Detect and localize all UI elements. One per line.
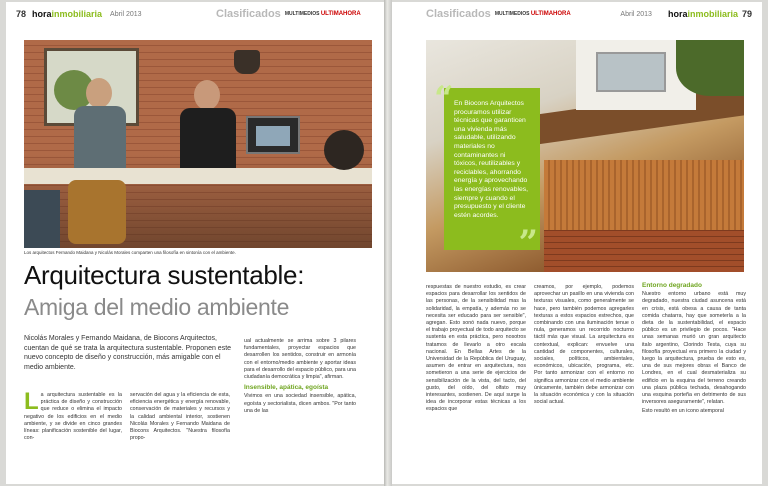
- photo-caption: Los arquitectos Fernando Maidana y Nicolás Morales comparten una filosofía en sintonía con el ambiente.: [24, 250, 236, 255]
- article-subtitle: Amiga del medio ambiente: [24, 294, 290, 320]
- edition-date: Abril 2013: [620, 10, 652, 18]
- right-page: [392, 2, 762, 484]
- page-number: 78: [16, 9, 27, 19]
- person-head-shape: [194, 80, 220, 110]
- body-column-3: ual actualmente se arrima sobre 3 pilares fundamentales, proyectar espacios que desarrollen los sentidos, construir en armonía con el entorno/medio ambiente y aportar ideas para el desarrollo del espacio público, para una ciudadanía democrática y limpia", afirman. Insensible, apática, egoísta Vivimos en una sociedad insensible, apática, egoísta y sectorialista, dicen ambos. "Por tanto una de las: [244, 338, 356, 414]
- body-column-2: servación del agua y la eficiencia de esta, eficiencia energética y energía renovable, conservación de materiales y recursos y la calidad ambiental interior, sostienen Nicolás Morales y Fernando Maidana de Biocons Arquitectos. "Nuestra filosofía propo-: [130, 392, 230, 442]
- pull-quote: “ En Biocons Arquitectos procuramos utilizar técnicas que garanticen una vivienda más saludable, utilizando materiales no contaminantes ni tóxicos, reutilizables y reciclables, ahorrando energía y aprovechando las energías renovables, siempre y cuando el presupuesto y el cliente estén acordes. ”: [434, 79, 538, 263]
- wood-facade-shape: [544, 160, 744, 230]
- right-header-left: [426, 7, 571, 21]
- subheading: Insensible, apática, egoísta: [244, 384, 329, 392]
- body-column-1: L a arquitectura sustentable es la práctica de diseño y construcción que reduce o elimina el impacto negativo de los edificios en el medio ambiente, y se divide en cinco grandes líneas: planificación sostenible del lugar, con-: [24, 388, 122, 442]
- body-column-3: Entorno degradado Nuestro entorno urbano está muy degradado, nuestra ciudad asuncena está en crisis, está obesa a causa de tanta comida chatarra, hay que someterla a la dieta de la sustentabilidad, el espacio público es un privilegio de pocos. "Hace unas semanas murió un gran arquitecto italo argentino, Clorindo Testa, cuya su filosofía proyectual era primero la ciudad y luego la arquitectura, prueba de esto es, una de sus mejores obras el Banco de Londres, en el cual desmaterializa su edificio en la esquina del terreno creando una plaza pública techada, desahogando una esquina porteña en detrimento de sus inversores asegurarnente", relatan. Esto resultó en un icono atemporal: [642, 282, 746, 415]
- drop-cap: L: [24, 388, 39, 415]
- section-name: Clasificados: [216, 8, 281, 20]
- left-header-right: [216, 7, 361, 21]
- section-name: Clasificados: [426, 8, 491, 20]
- body-column-2: creamos, por ejemplo, podemos aprovechar un pasillo en una vivienda con texturas visuales, como generalmente se hace, pero también podemos agregarles texturas a estos espacios estrechos, que combinando con una iluminación tenue o nula, generamos un recorrido nocturno táctil más que visual. La arquitectura es contextual, explican: envuelve una cantidad de componentes, culturales, sociales, políticos, ambientales, económicos, ubicación, programa, etc. Por tanto armonizar con el entorno no significa armonizar con el medio ambiente únicamente, también debe armonizar con la situación económica y con la situación social actual.: [534, 284, 634, 406]
- page-number: 79: [741, 9, 752, 19]
- edition-date: Abril 2013: [110, 10, 142, 18]
- pot-shape: [324, 130, 364, 170]
- page-gutter: [384, 0, 392, 486]
- article-lead: Nicolás Morales y Fernando Maidana, de Biocons Arquitectos, cuentan de qué se trata la arquitectura sustentable. Proponen este nuevo concepto de diseño y construcción, más amigable con el medio ambiente.: [24, 335, 232, 371]
- lamp-shape: [234, 50, 260, 74]
- brand-logo: horainmobiliaria: [32, 9, 103, 19]
- barrel-shape: [68, 180, 126, 244]
- right-header: [612, 7, 752, 21]
- architects-photo: [24, 40, 372, 248]
- chair-shape: [24, 190, 60, 248]
- left-page: [6, 2, 384, 484]
- publisher-logo: MULTIMEDIOS ULTIMAHORA: [284, 11, 361, 17]
- publisher-logo: MULTIMEDIOS ULTIMAHORA: [494, 11, 571, 17]
- brick-shape: [544, 230, 744, 272]
- open-quote-icon: “: [434, 79, 454, 119]
- laptop-screen-shape: [256, 126, 290, 146]
- window-shape: [596, 52, 666, 92]
- person-head-shape: [86, 78, 112, 108]
- left-header: [16, 7, 142, 21]
- body-column-1: respuestas de nuestro estudio, es crear espacios para desarrollar los sentidos de las personas, de la sensibilidad mas la solidaridad, la empatía, y además no se necesita ser educado para ser sensible", agregan. Esto sonó nada nuevo, porque el trabajo proyectual de todo arquitecto se sustenta en esta práctica, pero nosotros tratamos de llevarlo a otro escala nacional. En Bellas Artes de la Universidad de la República del Uruguay, asumen de entrar en arquitectura, nos sometieron a una serie de ejercicios de sensibilización de la vista, del tacto, del gusto, del oído, del olfato muy interesantes, sostienen. De aquí surge la idea de incorporar estas técnicas a los espacios que: [426, 284, 526, 413]
- close-quote-icon: ”: [518, 223, 538, 263]
- subheading: Entorno degradado: [642, 282, 702, 289]
- tree-shape: [676, 40, 744, 96]
- article-title: Arquitectura sustentable:: [24, 260, 305, 290]
- brand-logo: horainmobiliaria: [667, 9, 738, 19]
